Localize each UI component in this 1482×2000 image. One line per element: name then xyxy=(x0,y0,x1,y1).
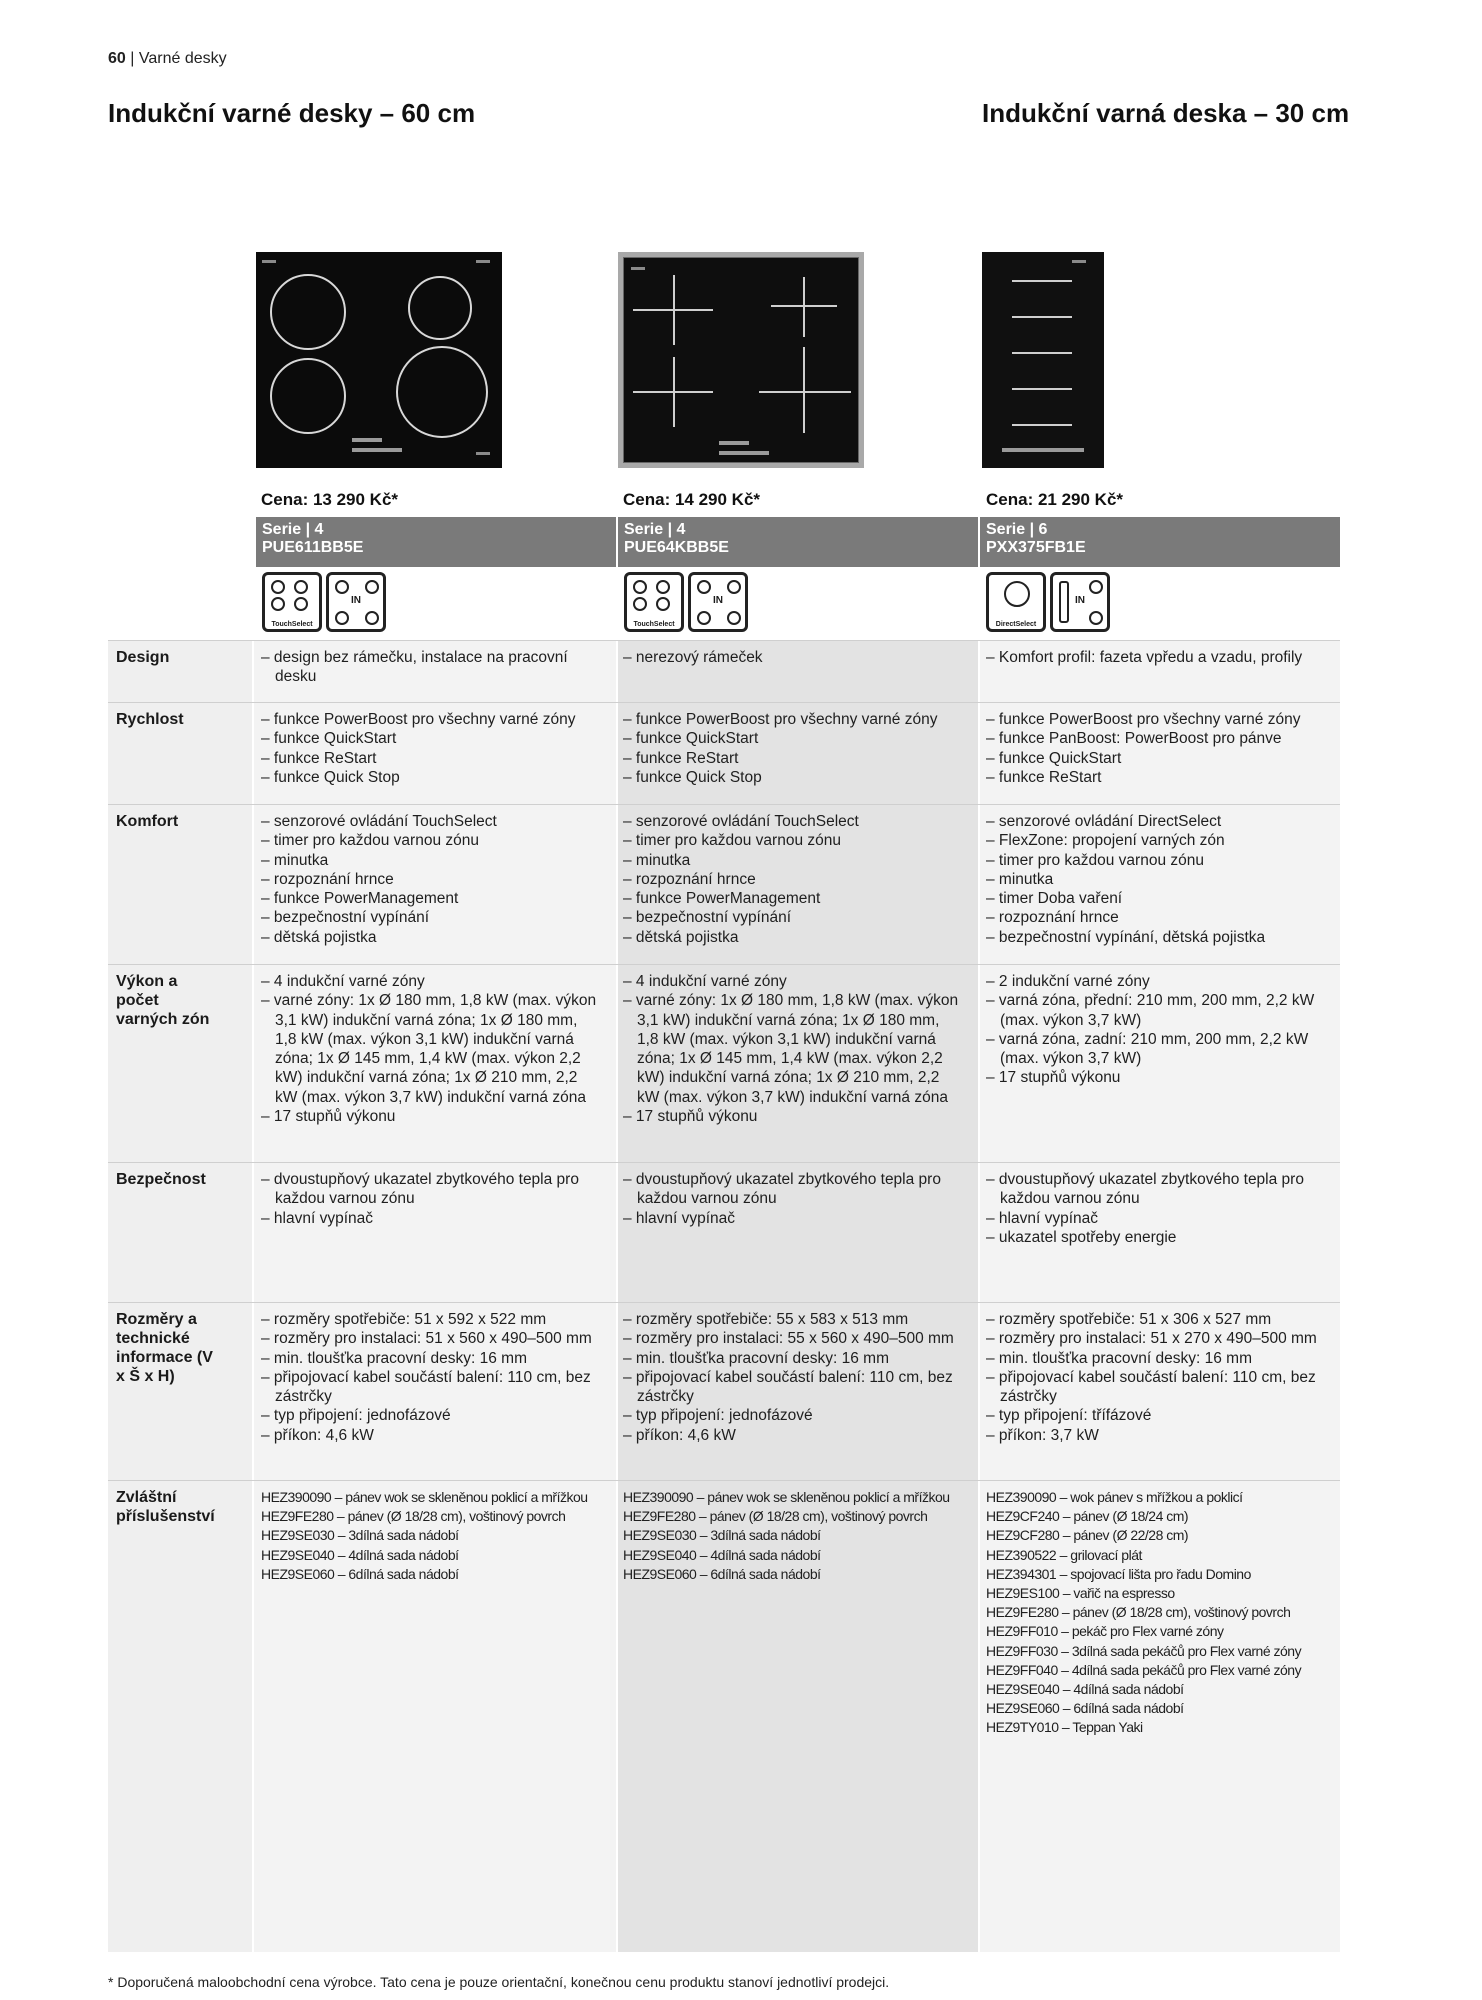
directselect-label: DirectSelect xyxy=(995,621,1037,628)
cell-rozmery-2: – rozměry spotřebiče: 55 x 583 x 513 mm – rozměry pro instalaci: 55 x 560 x 490–500 mm – min. tloušťka pracovní desky: 16 mm – připojovací kabel součástí balení: 110 cm, bez zástrčky – typ připojení: jednofázové – příkon: 4,6 kW xyxy=(623,1311,954,1444)
directselect-icon xyxy=(986,572,1046,632)
model-bar-2 xyxy=(618,517,978,567)
price-2: Cena: 14 290 Kč* xyxy=(623,490,761,509)
product-image-pue611bb5e xyxy=(256,252,502,468)
model-code: PUE611BB5E xyxy=(262,539,364,556)
cell-prislusenstvi-3: HEZ390090 – wok pánev s mřížkou a poklicí HEZ9CF240 – pánev (Ø 18/24 cm) HEZ9CF280 – pánev (Ø 22/28 cm) HEZ390522 – grilovací plát HEZ394301 – spojovací lišta pro řadu Domino HEZ9ES100 – vařič na espresso HEZ9FE280 – pánev (Ø 18/28 cm), voštinový povrch HEZ9FF010 – pekáč pro Flex varné zóny HEZ9FF030 – 3dílná sada pekáčů pro Flex varné zóny HEZ9FF040 – 4dílná sada pekáčů pro Flex varné zóny HEZ9SE040 – 4dílná sada nádobí HEZ9SE060 – 6dílná sada nádobí HEZ9TY010 – Teppan Yaki xyxy=(986,1489,1302,1736)
footnote: * Doporučená maloobchodní cena výrobce. Tato cena je pouze orientační, konečnou cenu produktu stanoví jednotliví prodejci. xyxy=(108,1974,890,1990)
cell-rychlost-2: – funkce PowerBoost pro všechny varné zóny – funkce QuickStart – funkce ReStart – funkce Quick Stop xyxy=(623,711,938,786)
cell-vykon-1: – 4 indukční varné zóny – varné zóny: 1x Ø 180 mm, 1,8 kW (max. výkon 3,1 kW) indukční varná zóna; 1x Ø 180 mm, 1,8 kW (max. výkon 3,1 kW) indukční varná zóna; 1x Ø 145 mm, 1,4 kW (max. výkon 2,2 kW) indukční varná zóna; 1x Ø 210 mm, 2,2 kW (max. výkon 3,7 kW) indukční varná zóna – 17 stupňů výkonu xyxy=(261,973,597,1126)
row-label-design: Design xyxy=(116,649,170,666)
model-bar-3 xyxy=(980,517,1340,567)
row-divider xyxy=(108,1302,1340,1303)
cell-prislusenstvi-1: HEZ390090 – pánev wok se skleněnou poklicí a mřížkou HEZ9FE280 – pánev (Ø 18/28 cm), voštinový povrch HEZ9SE030 – 3dílná sada nádobí HEZ9SE040 – 4dílná sada nádobí HEZ9SE060 – 6dílná sada nádobí xyxy=(261,1489,588,1582)
induction-label: IN xyxy=(351,595,361,606)
touchselect-label: TouchSelect xyxy=(271,621,313,628)
cell-bezpecnost-3: – dvoustupňový ukazatel zbytkového tepla pro každou varnou zónu – hlavní vypínač – ukazatel spotřeby energie xyxy=(986,1171,1304,1246)
row-label-komfort: Komfort xyxy=(116,813,179,830)
row-label-bezpecnost: Bezpečnost xyxy=(116,1171,206,1188)
page-number: 60 xyxy=(108,50,126,67)
row-label-rozmery: Rozměry a technické informace (V x Š x H) xyxy=(116,1311,213,1385)
induction-label: IN xyxy=(713,595,723,606)
product-image-pue64kbb5e xyxy=(618,252,864,468)
serie-label: Serie | 4 xyxy=(262,521,324,538)
serie-label: Serie | 4 xyxy=(624,521,686,538)
cell-design-3: – Komfort profil: fazeta vpředu a vzadu, profily xyxy=(986,649,1303,666)
product-image-pxx375fb1e xyxy=(982,252,1104,468)
induction-flex-icon xyxy=(1050,572,1110,632)
induction-label: IN xyxy=(1075,595,1085,606)
cell-komfort-1: – senzorové ovládání TouchSelect – timer pro každou varnou zónu – minutka – rozpoznání hrnce – funkce PowerManagement – bezpečnostní vypínání – dětská pojistka xyxy=(261,813,497,946)
model-bar-1 xyxy=(256,517,616,567)
label-column-band xyxy=(108,640,252,1952)
touchselect-label: TouchSelect xyxy=(633,621,675,628)
heading-60cm: Indukční varné desky – 60 cm xyxy=(108,98,476,128)
touchselect-icon xyxy=(624,572,684,632)
page-header xyxy=(108,50,227,68)
price-1: Cena: 13 290 Kč* xyxy=(261,490,399,509)
row-divider xyxy=(108,702,1340,703)
cell-bezpecnost-1: – dvoustupňový ukazatel zbytkového tepla pro každou varnou zónu – hlavní vypínač xyxy=(261,1171,579,1227)
cell-rychlost-1: – funkce PowerBoost pro všechny varné zóny – funkce QuickStart – funkce ReStart – funkce Quick Stop xyxy=(261,711,576,786)
induction-icon xyxy=(688,572,748,632)
cell-prislusenstvi-2: HEZ390090 – pánev wok se skleněnou poklicí a mřížkou HEZ9FE280 – pánev (Ø 18/28 cm), voštinový povrch HEZ9SE030 – 3dílná sada nádobí HEZ9SE040 – 4dílná sada nádobí HEZ9SE060 – 6dílná sada nádobí xyxy=(623,1489,950,1582)
heading-30cm: Indukční varná deska – 30 cm xyxy=(982,98,1350,128)
row-label-vykon: Výkon a počet varných zón xyxy=(116,973,210,1028)
touchselect-icon xyxy=(262,572,322,632)
row-divider xyxy=(108,1162,1340,1163)
cell-rozmery-1: – rozměry spotřebiče: 51 x 592 x 522 mm – rozměry pro instalaci: 51 x 560 x 490–500 mm – min. tloušťka pracovní desky: 16 mm – připojovací kabel součástí balení: 110 cm, bez zástrčky – typ připojení: jednofázové – příkon: 4,6 kW xyxy=(261,1311,592,1444)
row-label-prislusenstvi: Zvláštní příslušenství xyxy=(116,1489,215,1525)
cell-vykon-3: – 2 indukční varné zóny – varná zóna, přední: 210 mm, 200 mm, 2,2 kW (max. výkon 3,7 kW) – varná zóna, zadní: 210 mm, 200 mm, 2,2 kW (max. výkon 3,7 kW) – 17 stupňů výkonu xyxy=(986,973,1315,1087)
header-separator: | xyxy=(130,50,139,67)
cell-bezpecnost-2: – dvoustupňový ukazatel zbytkového tepla pro každou varnou zónu – hlavní vypínač xyxy=(623,1171,941,1227)
model-code: PXX375FB1E xyxy=(986,539,1086,556)
row-label-rychlost: Rychlost xyxy=(116,711,184,728)
serie-label: Serie | 6 xyxy=(986,521,1048,538)
induction-icon xyxy=(326,572,386,632)
price-3: Cena: 21 290 Kč* xyxy=(986,490,1124,509)
cell-design-1: – design bez rámečku, instalace na pracovní desku xyxy=(261,649,568,686)
cell-rychlost-3: – funkce PowerBoost pro všechny varné zóny – funkce PanBoost: PowerBoost pro pánve – funkce QuickStart – funkce ReStart xyxy=(986,711,1301,786)
cell-vykon-2: – 4 indukční varné zóny – varné zóny: 1x Ø 180 mm, 1,8 kW (max. výkon 3,1 kW) indukční varná zóna; 1x Ø 180 mm, 1,8 kW (max. výkon 3,1 kW) indukční varná zóna; 1x Ø 145 mm, 1,4 kW (max. výkon 2,2 kW) indukční varná zóna; 1x Ø 210 mm, 2,2 kW (max. výkon 3,7 kW) indukční varná zóna – 17 stupňů výkonu xyxy=(623,973,959,1126)
cell-komfort-3: – senzorové ovládání DirectSelect – FlexZone: propojení varných zón – timer pro každou varnou zónu – minutka – timer Doba vaření – rozpoznání hrnce – bezpečnostní vypínání, dětská pojistka xyxy=(986,813,1266,946)
row-divider xyxy=(108,804,1340,805)
model-code: PUE64KBB5E xyxy=(624,539,729,556)
cell-design-2: – nerezový rámeček xyxy=(623,649,763,666)
row-divider xyxy=(108,640,1340,641)
section-name: Varné desky xyxy=(138,50,227,67)
row-divider xyxy=(108,1480,1340,1481)
row-divider xyxy=(108,964,1340,965)
cell-komfort-2: – senzorové ovládání TouchSelect – timer pro každou varnou zónu – minutka – rozpoznání hrnce – funkce PowerManagement – bezpečnostní vypínání – dětská pojistka xyxy=(623,813,859,946)
cell-rozmery-3: – rozměry spotřebiče: 51 x 306 x 527 mm – rozměry pro instalaci: 51 x 270 x 490–500 mm – min. tloušťka pracovní desky: 16 mm – připojovací kabel součástí balení: 110 cm, bez zástrčky – typ připojení: třífázové – příkon: 3,7 kW xyxy=(986,1311,1317,1444)
